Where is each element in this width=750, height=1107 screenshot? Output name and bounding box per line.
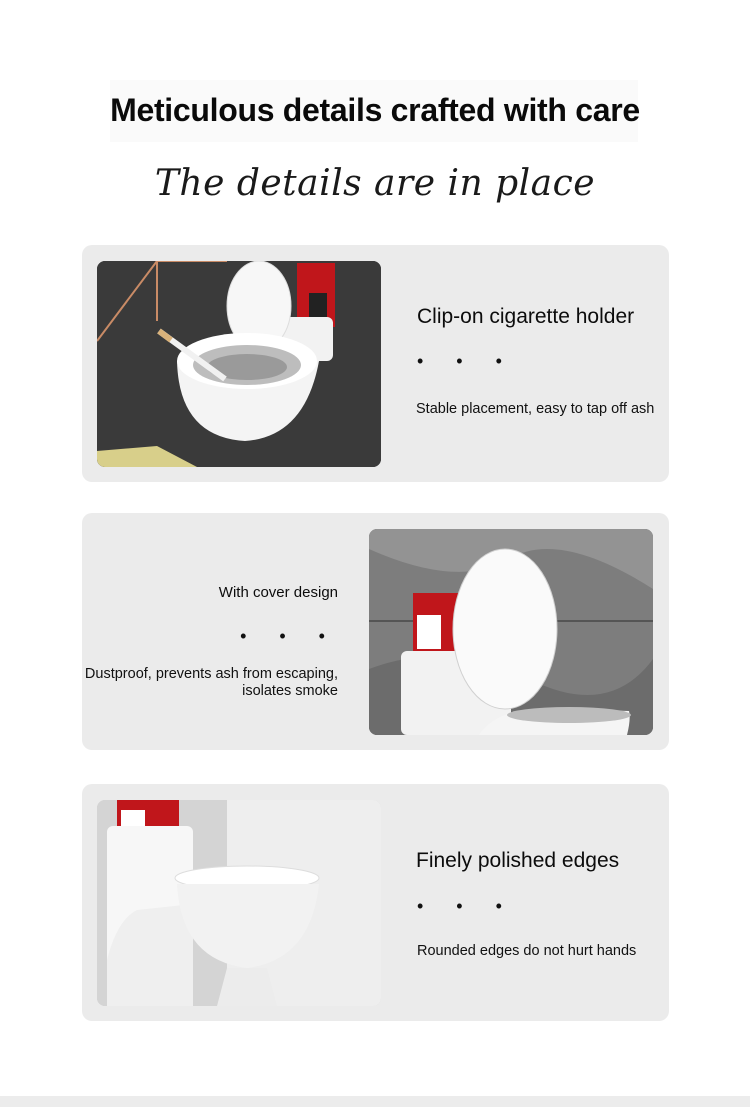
feature-description: Dustproof, prevents ash from escaping, isolates smoke: [84, 666, 338, 699]
feature-card-cover-design: [82, 513, 669, 750]
dots-separator: • • •: [417, 896, 516, 916]
ashtray-photo-cover: [369, 529, 653, 735]
dots-separator: • • •: [417, 351, 516, 371]
feature-title: With cover design: [218, 584, 338, 601]
dots-separator: • • •: [240, 626, 339, 646]
page-headline: Meticulous details crafted with care: [110, 92, 640, 128]
ashtray-illustration: [97, 800, 381, 1006]
footer-divider: [0, 1096, 750, 1107]
feature-description: Rounded edges do not hurt hands: [417, 943, 637, 959]
feature-card-polished-edges: [82, 784, 669, 1021]
feature-title: Finely polished edges: [416, 849, 620, 872]
script-subtitle: The details are in place: [154, 163, 596, 204]
ashtray-photo-holder: [97, 261, 381, 467]
ashtray-illustration: [369, 529, 653, 735]
feature-card-cigarette-holder: [82, 245, 669, 482]
ashtray-photo-edges: [97, 800, 381, 1006]
feature-description: Stable placement, easy to tap off ash: [416, 401, 655, 417]
feature-title: Clip-on cigarette holder: [417, 305, 635, 328]
ashtray-illustration: [97, 261, 381, 467]
